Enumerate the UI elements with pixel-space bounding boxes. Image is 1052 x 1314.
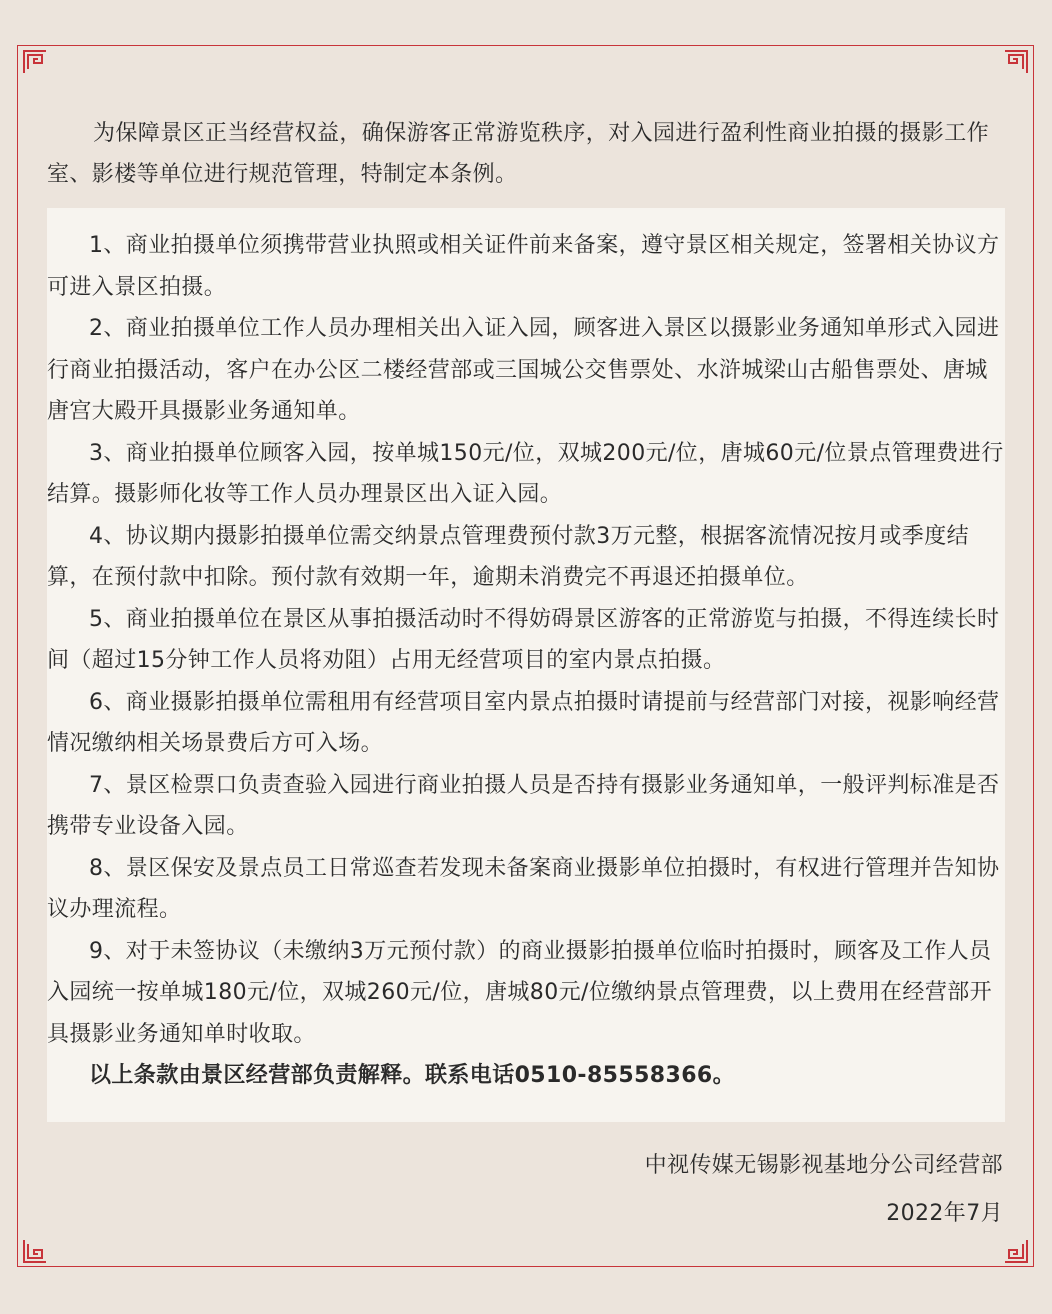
rule-item: 1、商业拍摄单位须携带营业执照或相关证件前来备案，遵守景区相关规定，签署相关协议方可进入景区拍摄。	[47, 233, 1000, 300]
closing-statement: 以上条款由景区经营部负责解释。联系电话0510-85558366。	[89, 1063, 736, 1088]
corner-ornament-icon	[1003, 49, 1029, 75]
rule-item: 8、景区保安及景点员工日常巡查若发现未备案商业摄影单位拍摄时，有权进行管理并告知协议办理流程。	[47, 855, 1000, 922]
corner-ornament-icon	[22, 1238, 48, 1264]
rule-item: 2、商业拍摄单位工作人员办理相关出入证入园，顾客进入景区以摄影业务通知单形式入园进行商业拍摄活动，客户在办公区二楼经营部或三国城公交售票处、水浒城梁山古船售票处、唐城唐宫大殿开具摄影业务通知单。	[47, 316, 1000, 424]
signature-block	[645, 1142, 1003, 1238]
rule-item: 4、协议期内摄影拍摄单位需交纳景点管理费预付款3万元整，根据客流情况按月或季度结算，在预付款中扣除。预付款有效期一年，逾期未消费完不再退还拍摄单位。	[47, 523, 969, 590]
rules-list	[47, 225, 1005, 1097]
rule-item: 3、商业拍摄单位顾客入园，按单城150元/位，双城200元/位，唐城60元/位景点管理费进行结算。摄影师化妆等工作人员办理景区出入证入园。	[47, 440, 1004, 507]
corner-ornament-icon	[1003, 1238, 1029, 1264]
intro-paragraph: 为保障景区正当经营权益，确保游客正常游览秩序，对入园进行盈利性商业拍摄的摄影工作室、影楼等单位进行规范管理，特制定本条例。	[47, 121, 990, 187]
rule-item: 7、景区检票口负责查验入园进行商业拍摄人员是否持有摄影业务通知单，一般评判标准是否携带专业设备入园。	[47, 772, 1000, 839]
rule-item: 5、商业拍摄单位在景区从事拍摄活动时不得妨碍景区游客的正常游览与拍摄，不得连续长时间（超过15分钟工作人员将劝阻）占用无经营项目的室内景点拍摄。	[47, 606, 1000, 673]
rule-item: 9、对于未签协议（未缴纳3万元预付款）的商业摄影拍摄单位临时拍摄时，顾客及工作人员入园统一按单城180元/位，双城260元/位，唐城80元/位缴纳景点管理费，以上费用在经营部开具摄影业务通知单时收取。	[47, 938, 993, 1047]
issue-date: 2022年7月	[886, 1201, 1003, 1226]
rules-panel	[47, 208, 1005, 1122]
rule-item: 6、商业摄影拍摄单位需租用有经营项目室内景点拍摄时请提前与经营部门对接，视影响经营情况缴纳相关场景费后方可入场。	[47, 689, 1000, 756]
issuing-organization: 中视传媒无锡影视基地分公司经营部	[644, 1153, 1003, 1178]
corner-ornament-icon	[22, 49, 48, 75]
